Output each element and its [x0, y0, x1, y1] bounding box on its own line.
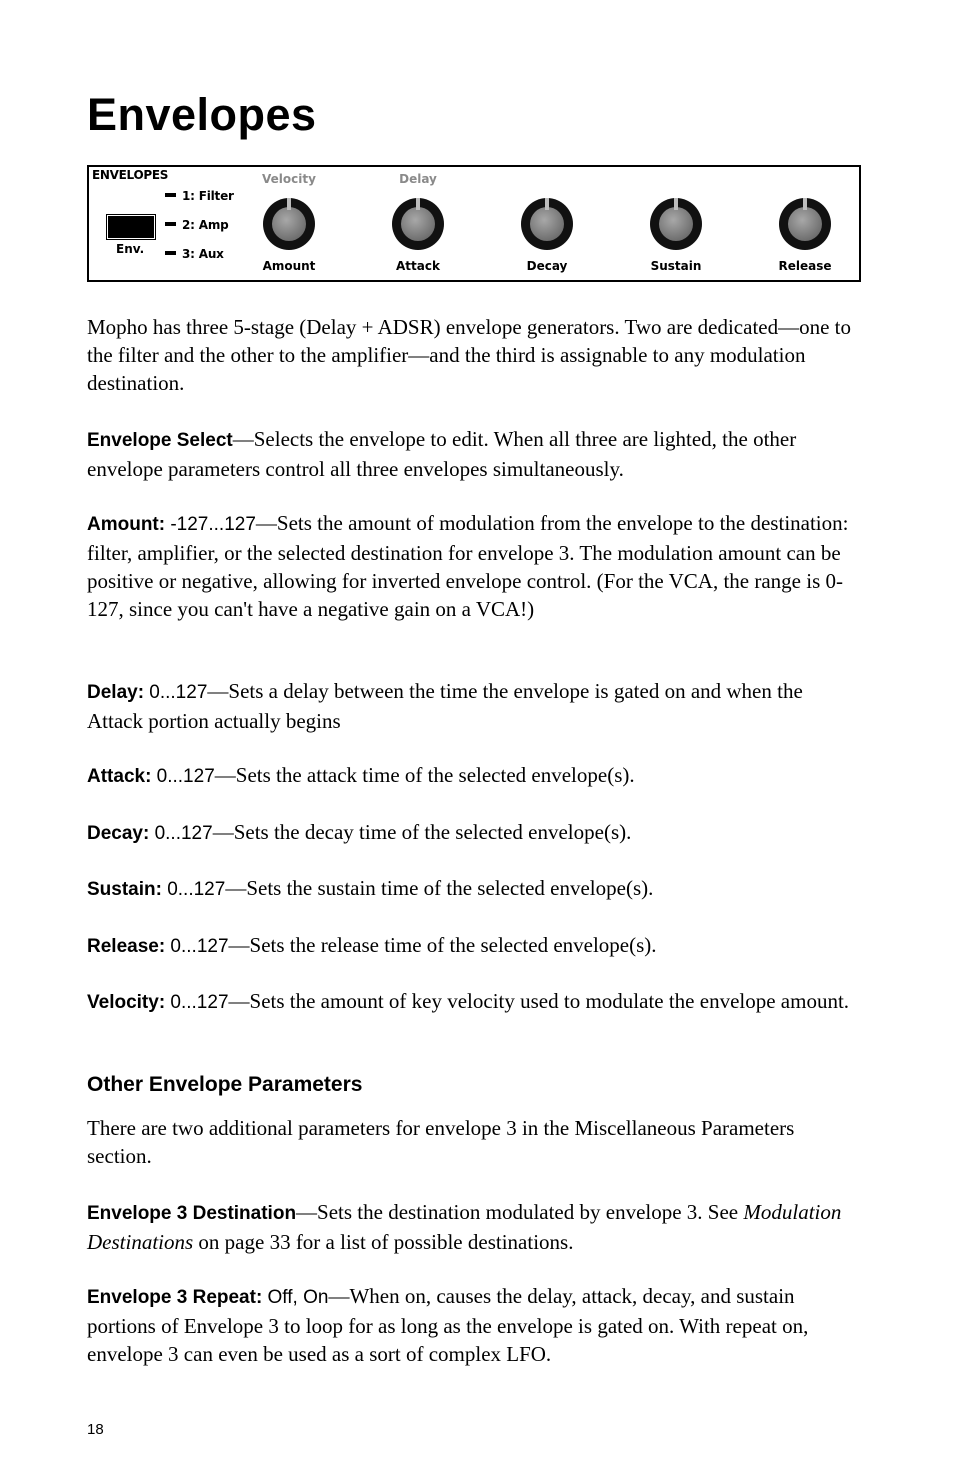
- cross-reference: Modulation Destinations: [87, 1200, 842, 1254]
- knob-icon: [263, 198, 315, 250]
- param-range: 0...127: [154, 823, 213, 844]
- param-term: Delay:: [87, 682, 145, 703]
- knob-sustain: [636, 167, 716, 280]
- env-button-label: Env.: [116, 242, 145, 256]
- knob-label: Attack: [396, 259, 440, 273]
- param-attack: [87, 761, 862, 791]
- param-release: [87, 931, 862, 961]
- param-range: Off, On: [267, 1287, 329, 1308]
- param-term: Decay:: [87, 823, 150, 844]
- knob-icon: [779, 198, 831, 250]
- knob-decay: [507, 167, 587, 280]
- param-desc: —Sets the release time of the selected envelope(s).: [228, 933, 657, 957]
- page-title: Envelopes: [87, 89, 317, 140]
- param-range: 0...127: [170, 936, 229, 957]
- knob-label: Sustain: [650, 259, 702, 273]
- param-term: Release:: [87, 936, 166, 957]
- knob-attack: [378, 167, 458, 280]
- param-velocity: [87, 987, 862, 1017]
- envelopes-panel-diagram: [87, 165, 861, 282]
- param-desc: —Sets the amount of modulation from the envelope to the destination: filter, amplifier, or the selected destination for envelope 3. The modulation amount can be positive or negative, allowing for inverted envelope control. (For the VCA, the range is 0-127, since you can't have a negative gain on a VCA!): [87, 511, 849, 621]
- param-desc: —Sets the decay time of the selected envelope(s).: [212, 820, 632, 844]
- param-term: Envelope Select: [87, 430, 233, 451]
- param-decay: [87, 818, 862, 848]
- param-range: 0...127: [156, 766, 215, 787]
- knob-icon: [650, 198, 702, 250]
- param-term: Velocity:: [87, 992, 166, 1013]
- knob-amount: [249, 167, 329, 280]
- param-amount: [87, 509, 862, 623]
- param-env3-repeat: [87, 1282, 862, 1368]
- param-term: Envelope 3 Repeat:: [87, 1287, 263, 1308]
- param-sustain: [87, 874, 862, 904]
- param-range: 0...127: [170, 992, 229, 1013]
- knob-label: Release: [778, 259, 832, 273]
- param-desc: —Sets a delay between the time the envelope is gated on and when the Attack portion actually begins: [87, 679, 803, 733]
- env-option-aux: 3: Aux: [182, 247, 224, 261]
- param-term: Envelope 3 Destination: [87, 1203, 297, 1224]
- led-indicator-filter: [165, 193, 176, 197]
- page-number: 18: [87, 1421, 104, 1438]
- param-range: 0...127: [167, 879, 226, 900]
- panel-label: ENVELOPES: [92, 168, 169, 182]
- knob-label: Decay: [526, 259, 568, 273]
- led-indicator-amp: [165, 222, 176, 226]
- param-env3-destination: [87, 1198, 862, 1256]
- param-term: Sustain:: [87, 879, 162, 900]
- param-range: 0...127: [149, 682, 208, 703]
- param-range: -127...127: [170, 514, 256, 535]
- knob-shift-label: Delay: [399, 172, 437, 186]
- intro-paragraph: Mopho has three 5-stage (Delay + ADSR) envelope generators. Two are dedicated—one to the filter and the other to the amplifier—and the third is assignable to any modulation destination.: [87, 315, 851, 395]
- param-desc: —Sets the destination modulated by envelope 3. See: [296, 1200, 744, 1224]
- knob-icon: [521, 198, 573, 250]
- knob-release: [765, 167, 845, 280]
- knob-shift-label: Velocity: [262, 172, 316, 186]
- param-envelope-select: [87, 425, 862, 483]
- env-option-amp: 2: Amp: [182, 218, 229, 232]
- env-option-filter: 1: Filter: [182, 189, 234, 203]
- param-term: Amount:: [87, 514, 166, 535]
- param-desc: —Sets the attack time of the selected envelope(s).: [214, 763, 635, 787]
- param-delay: [87, 677, 862, 735]
- knob-icon: [392, 198, 444, 250]
- param-desc: on page 33 for a list of possible destinations.: [193, 1230, 574, 1254]
- led-indicator-aux: [165, 251, 176, 255]
- param-desc: —Sets the sustain time of the selected envelope(s).: [225, 876, 654, 900]
- other-intro-paragraph: There are two additional parameters for envelope 3 in the Miscellaneous Parameters section.: [87, 1116, 795, 1168]
- param-desc: —Selects the envelope to edit. When all three are lighted, the other envelope parameters control all three envelopes simultaneously.: [87, 427, 797, 481]
- env-select-button: [106, 214, 156, 240]
- param-desc: —When on, causes the delay, attack, decay, and sustain portions of Envelope 3 to loop for as long as the envelope is gated on. With repeat on, envelope 3 can even be used as a sort of complex LFO.: [87, 1284, 809, 1366]
- knob-label: Amount: [262, 259, 316, 273]
- section-heading: Other Envelope Parameters: [87, 1073, 363, 1096]
- param-desc: —Sets the amount of key velocity used to modulate the envelope amount.: [228, 989, 850, 1013]
- param-term: Attack:: [87, 766, 152, 787]
